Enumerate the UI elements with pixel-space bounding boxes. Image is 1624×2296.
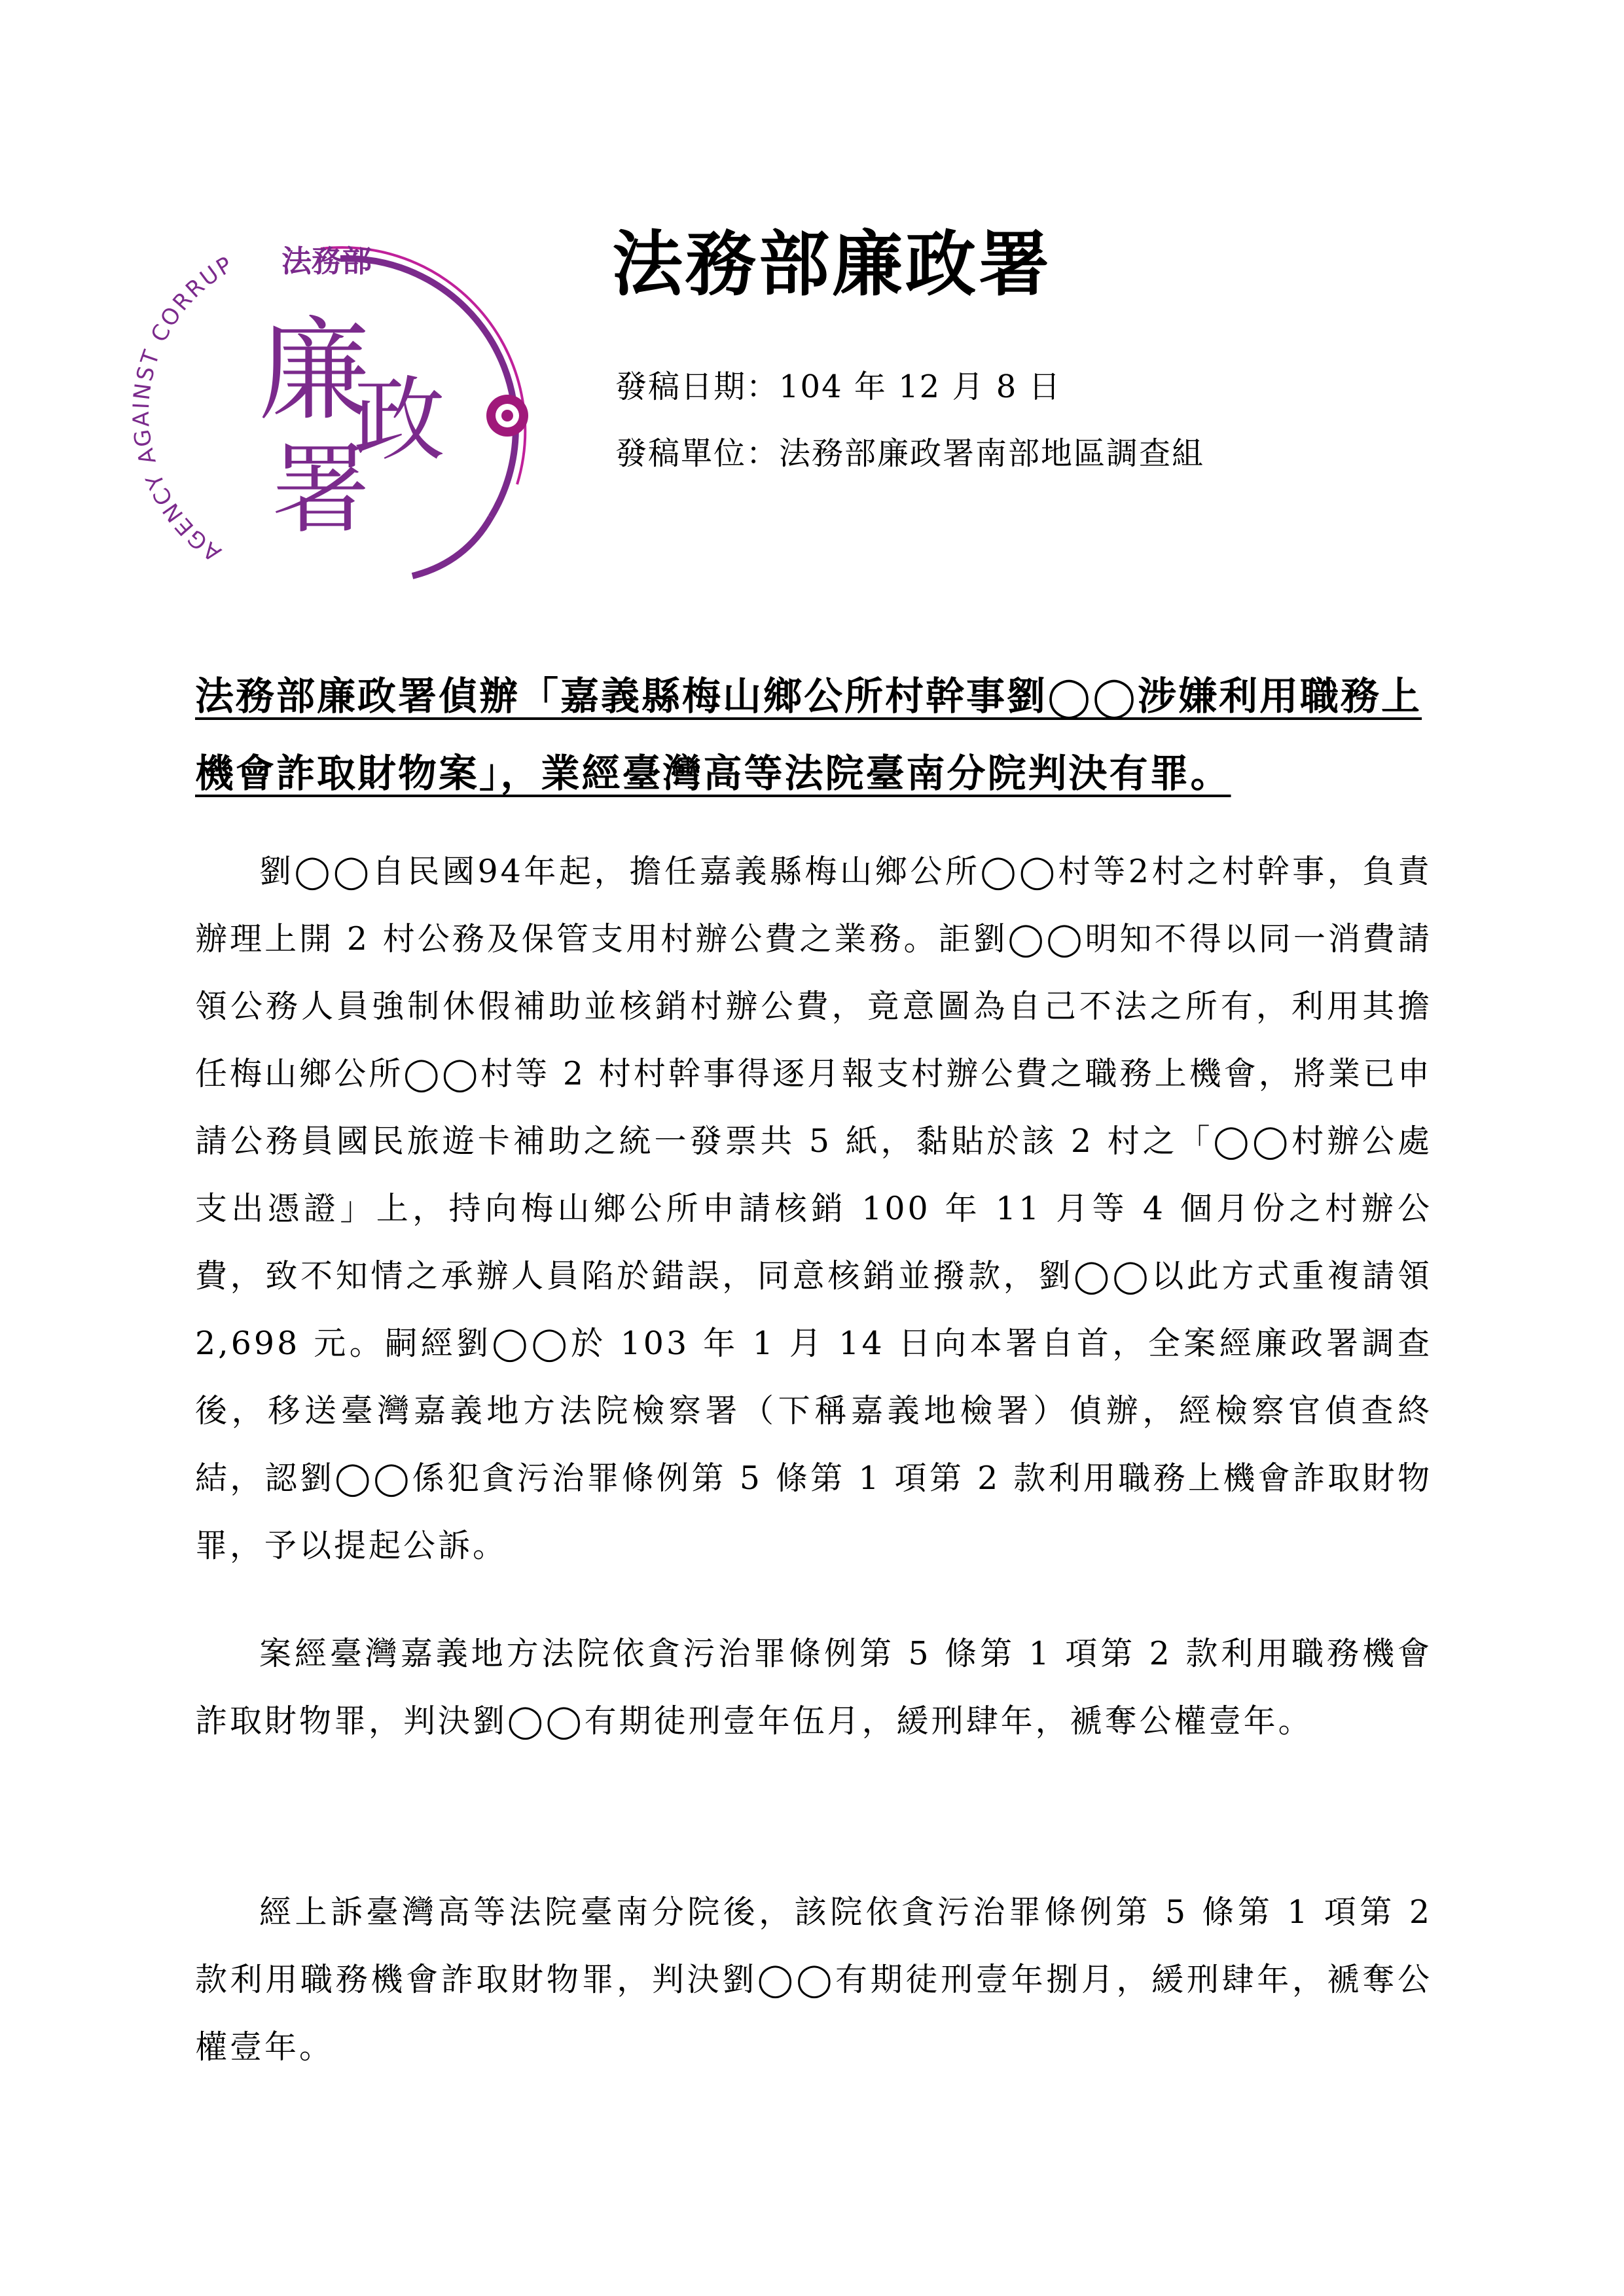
agency-logo <box>124 209 583 602</box>
release-unit: 發稿單位：法務部廉政署南部地區調查組 <box>615 435 1205 472</box>
body-paragraph-3: 經上訴臺灣高等法院臺南分院後，該院依貪污治罪條例第 5 條第 1 項第 2 款利用職務機會詐取財物罪，判決劉◯◯有期徒刑壹年捌月，緩刑肆年，褫奪公權壹年。 <box>195 1893 1432 2066</box>
press-headline-text: 法務部廉政署偵辦「嘉義縣梅山鄉公所村幹事劉◯◯涉嫌利用職務上機會詐取財物案」，業經臺灣高等法院臺南分院判決有罪。 <box>195 673 1422 796</box>
body-paragraph-1: 劉◯◯自民國94年起，擔任嘉義縣梅山鄉公所◯◯村等2村之村幹事，負責辦理上開 2 村公務及保管支用村辦公費之業務。詎劉◯◯明知不得以同一消費請領公務人員強制休假補助並核銷村辦公費，竟意圖為自己不法之所有，利用其擔任梅山鄉公所◯◯村等 2 村村幹事得逐月報支村辦公費之職務上機會，將業已申請公務員國民旅遊卡補助之統一發票共 5 紙，黏貼於該 2 村之「◯◯村辦公處支出憑證」上，持向梅山鄉公所申請核銷 100 年 11 月等 4 個月份之村辦公費，致不知情之承辦人員陷於錯誤，同意核銷並撥款，劉◯◯以此方式重複請領 2,698 元。嗣經劉◯◯於 103 年 1 月 14 日向本署自首，全案經廉政署調查後，移送臺灣嘉義地方法院檢察署（下稱嘉義地檢署）偵辦，經檢察官偵查終結，認劉◯◯係犯貪污治罪條例第 5 條第 1 項第 2 款利用職務上機會詐取財物罪，予以提起公訴。 <box>195 853 1432 1564</box>
press-headline <box>195 658 1432 812</box>
logo-arc-tail <box>412 517 491 576</box>
page-title: 法務部廉政署 <box>612 223 1053 306</box>
logo-top-text: 法務部 <box>281 243 372 279</box>
logo-char-3: 署 <box>272 433 370 547</box>
agency-seal-icon <box>124 209 583 602</box>
logo-ring-text: AGENCY AGAINST CORRUP <box>128 251 239 567</box>
release-meta <box>615 353 1204 487</box>
release-date: 發稿日期：104 年 12 月 8 日 <box>615 368 1062 405</box>
logo-char-2: 政 <box>353 367 446 474</box>
body-paragraph-2: 案經臺灣嘉義地方法院依貪污治罪條例第 5 條第 1 項第 2 款利用職務機會詐取財物罪，判決劉◯◯有期徒刑壹年伍月，緩刑肆年，褫奪公權壹年。 <box>195 1635 1432 1740</box>
logo-char-1: 廉 <box>259 306 370 436</box>
